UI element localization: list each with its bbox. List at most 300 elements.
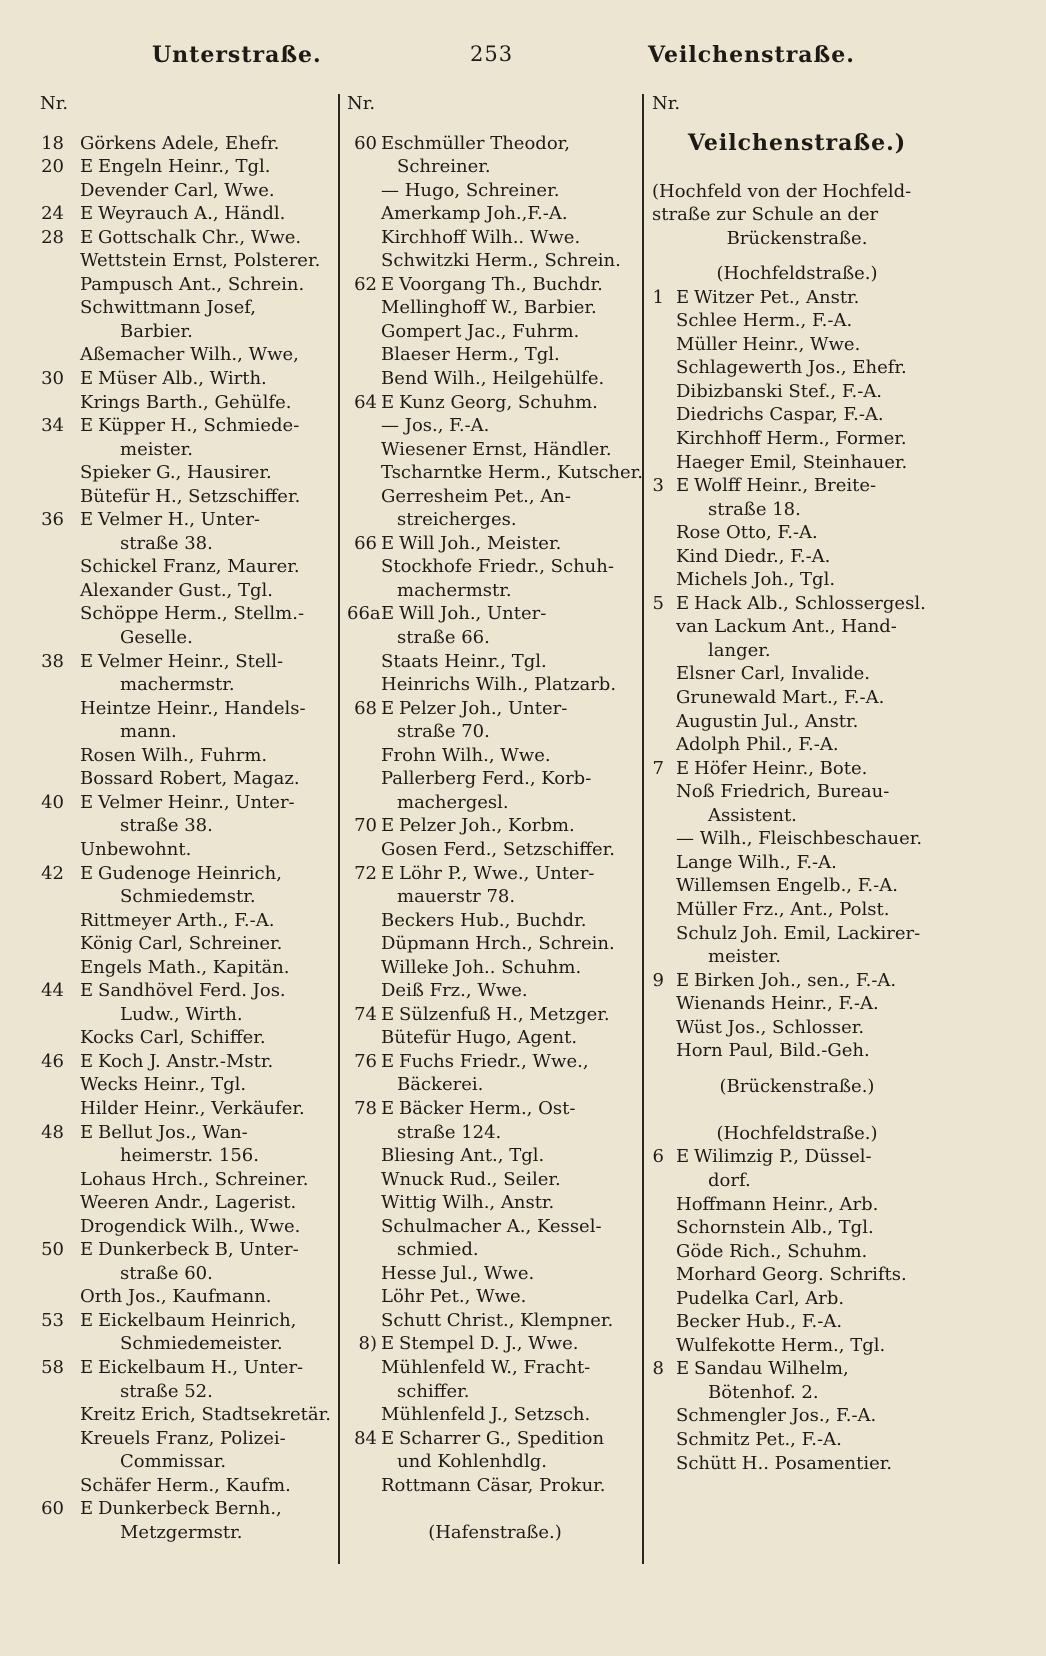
house-number: 64	[354, 391, 377, 413]
directory-entry	[40, 1403, 336, 1427]
directory-entry	[347, 1356, 643, 1380]
resident-text: Michels Joh., Tgl.	[676, 569, 836, 591]
owner-mark: E	[80, 1121, 94, 1143]
resident-text: Schlee Herm., F.-A.	[676, 310, 853, 332]
directory-entry	[40, 508, 336, 532]
directory-entry	[652, 1216, 942, 1240]
resident-text: mauerstr 78.	[397, 886, 516, 908]
directory-entry	[652, 1334, 942, 1358]
owner-mark: E	[381, 273, 395, 295]
resident-text: Hack Alb., Schlossergesl.	[694, 592, 926, 614]
directory-entry	[347, 1403, 643, 1427]
directory-entry	[40, 1427, 336, 1451]
directory-entry	[347, 391, 643, 415]
directory-entry	[347, 155, 643, 179]
column-3	[652, 92, 942, 1475]
header-right-street: Veilchenstraße.	[648, 42, 855, 68]
owner-mark: E	[80, 156, 94, 178]
directory-entry	[652, 1145, 942, 1169]
directory-entry	[40, 1521, 336, 1545]
resident-text: Schmiedemeister.	[120, 1333, 283, 1355]
owner-mark: E	[676, 1358, 690, 1380]
directory-entry	[347, 508, 643, 532]
resident-text: Löhr Pet., Wwe.	[381, 1286, 527, 1308]
resident-text: Kreitz Erich, Stadtsekretär.	[80, 1404, 331, 1426]
directory-entry	[347, 1238, 643, 1262]
owner-mark: E	[80, 415, 94, 437]
resident-text: Schickel Franz, Maurer.	[80, 556, 300, 578]
resident-text: Heinrichs Wilh., Platzarb.	[381, 674, 617, 696]
resident-text: Engeln Heinr., Tgl.	[98, 156, 271, 178]
resident-text: Tscharntke Herm., Kutscher.	[381, 462, 643, 484]
resident-text: Pampusch Ant., Schrein.	[80, 273, 305, 295]
intro-line: Brückenstraße.	[726, 227, 868, 249]
directory-entry	[652, 427, 942, 451]
owner-mark: E	[80, 862, 94, 884]
directory-entry	[40, 1144, 336, 1168]
directory-entry	[40, 485, 336, 509]
resident-text: Wulfekotte Herm., Tgl.	[676, 1334, 886, 1356]
directory-entry	[652, 1193, 942, 1217]
directory-entry	[347, 1121, 643, 1145]
column-2	[347, 92, 643, 1544]
house-number: 6	[652, 1146, 664, 1168]
directory-entry	[40, 767, 336, 791]
resident-text: Birken Joh., sen., F.-A.	[694, 969, 897, 991]
resident-text: Wiesener Ernst, Händler.	[381, 438, 612, 460]
owner-mark: E	[381, 1333, 395, 1355]
directory-entry	[347, 1427, 643, 1451]
directory-entry	[652, 545, 942, 569]
owner-mark: E	[80, 791, 94, 813]
owner-mark: E	[80, 1498, 94, 1520]
resident-text: Mühlenfeld J., Setzsch.	[381, 1404, 591, 1426]
directory-entry	[652, 851, 942, 875]
directory-entry	[40, 626, 336, 650]
resident-text: Eickelbaum H., Unter-	[98, 1356, 304, 1378]
house-number: 70	[354, 815, 377, 837]
resident-text: Sülzenfuß H., Metzger.	[399, 1003, 610, 1025]
resident-text: Löhr P., Wwe., Unter-	[399, 862, 595, 884]
directory-entry	[652, 1016, 942, 1040]
resident-text: Wüst Jos., Schlosser.	[676, 1016, 865, 1038]
resident-text: straße 70.	[397, 721, 490, 743]
resident-text: Haeger Emil, Steinhauer.	[676, 451, 908, 473]
directory-entry	[40, 391, 336, 415]
directory-entry	[40, 956, 336, 980]
directory-entry	[40, 744, 336, 768]
resident-text: straße 38.	[120, 815, 213, 837]
resident-text: Pallerberg Ferd., Korb-	[381, 768, 592, 790]
directory-entry	[40, 249, 336, 273]
directory-entry	[652, 898, 942, 922]
resident-text: Grunewald Mart., F.-A.	[676, 687, 885, 709]
directory-entry	[347, 1097, 643, 1121]
directory-entry	[40, 1168, 336, 1192]
resident-text: Bäckerei.	[397, 1074, 484, 1096]
directory-entry	[40, 1238, 336, 1262]
directory-entry	[652, 592, 942, 616]
cross-street-heading: (Hochfeldstraße.)	[716, 263, 878, 285]
house-number: 3	[652, 475, 664, 497]
directory-entry	[347, 343, 643, 367]
resident-text: Schwittmann Josef,	[80, 297, 257, 319]
house-number: 5	[652, 592, 664, 614]
directory-entry	[40, 155, 336, 179]
directory-entry	[652, 309, 942, 333]
resident-text: Lange Wilh., F.-A.	[676, 851, 837, 873]
resident-text: Horn Paul, Bild.-Geh.	[676, 1040, 870, 1062]
resident-text: straße 18.	[708, 498, 801, 520]
resident-text: Wnuck Rud., Seiler.	[381, 1168, 561, 1190]
resident-text: Rosen Wilh., Fuhrm.	[80, 744, 268, 766]
house-number: 46	[41, 1050, 64, 1072]
directory-entry	[347, 767, 643, 791]
directory-entry	[40, 862, 336, 886]
directory-entry	[652, 568, 942, 592]
directory-entry	[347, 414, 643, 438]
directory-entry	[40, 367, 336, 391]
resident-text: Gerresheim Pet., An-	[381, 485, 571, 507]
house-number: 36	[41, 509, 64, 531]
owner-mark: E	[676, 1146, 690, 1168]
directory-entry	[40, 1215, 336, 1239]
directory-entry	[652, 639, 942, 663]
owner-mark: E	[80, 1239, 94, 1261]
directory-entry	[347, 1309, 643, 1333]
resident-text: Dunkerbeck Bernh.,	[98, 1498, 282, 1520]
resident-text: straße 52.	[120, 1380, 213, 1402]
resident-text: Kunz Georg, Schuhm.	[399, 391, 598, 413]
resident-text: Schutt Christ., Klempner.	[381, 1309, 614, 1331]
resident-text: Schöppe Herm., Stellm.-	[80, 603, 305, 625]
directory-entry	[40, 1474, 336, 1498]
resident-text: Hesse Jul., Wwe.	[381, 1262, 535, 1284]
directory-entry	[652, 521, 942, 545]
directory-entry	[40, 532, 336, 556]
house-number: 78	[354, 1097, 377, 1119]
owner-mark: E	[381, 697, 395, 719]
directory-entry	[347, 909, 643, 933]
owner-mark: E	[381, 1097, 395, 1119]
resident-text: heimerstr. 156.	[120, 1145, 259, 1167]
resident-text: Wilimzig P., Düssel-	[694, 1146, 872, 1168]
directory-entry	[40, 697, 336, 721]
resident-text: Krings Barth., Gehülfe.	[80, 391, 292, 413]
house-number: 66a	[347, 603, 381, 625]
resident-text: Schreiner.	[397, 156, 491, 178]
owner-mark: E	[676, 592, 690, 614]
resident-text: Wecks Heinr., Tgl.	[80, 1074, 247, 1096]
directory-entry	[347, 862, 643, 886]
resident-text: Bend Wilh., Heilgehülfe.	[381, 368, 605, 390]
directory-entry	[40, 1356, 336, 1380]
intro-line: straße zur Schule an der	[652, 204, 879, 226]
resident-text: Kocks Carl, Schiffer.	[80, 1027, 266, 1049]
house-number: 60	[41, 1498, 64, 1520]
house-number: 72	[354, 862, 377, 884]
resident-text: Velmer H., Unter-	[98, 509, 260, 531]
resident-text: schmied.	[397, 1239, 479, 1261]
directory-entry	[347, 650, 643, 674]
directory-entry	[347, 1262, 643, 1286]
resident-text: Sandau Wilhelm,	[694, 1358, 849, 1380]
resident-text: Schmengler Jos., F.-A.	[676, 1405, 877, 1427]
directory-entry	[347, 132, 643, 156]
directory-entry	[40, 273, 336, 297]
resident-text: Willeke Joh.. Schuhm.	[381, 956, 582, 978]
directory-entry	[347, 1332, 643, 1356]
directory-entry	[40, 838, 336, 862]
house-number: 8)	[358, 1333, 377, 1355]
house-number: 30	[41, 368, 64, 390]
resident-text: Bötenhof. 2.	[708, 1381, 819, 1403]
house-number: 9	[652, 969, 664, 991]
directory-entry	[347, 1003, 643, 1027]
entry-list	[652, 1145, 942, 1475]
directory-entry	[652, 380, 942, 404]
resident-text: Bliesing Ant., Tgl.	[381, 1145, 545, 1167]
cross-street-footer: (Hafenstraße.)	[428, 1521, 562, 1543]
resident-text: Will Joh., Meister.	[399, 532, 562, 554]
owner-mark: E	[381, 1427, 395, 1449]
house-number: 48	[41, 1121, 64, 1143]
house-number: 18	[41, 132, 64, 154]
directory-entry	[652, 922, 942, 946]
resident-text: Müser Alb., Wirth.	[98, 368, 267, 390]
directory-entry	[652, 286, 942, 310]
resident-text: Müller Heinr., Wwe.	[676, 333, 861, 355]
resident-text: Orth Jos., Kaufmann.	[80, 1286, 272, 1308]
header-left-street: Unterstraße.	[152, 42, 322, 68]
resident-text: Göde Rich., Schuhm.	[676, 1240, 868, 1262]
directory-entry	[40, 1332, 336, 1356]
resident-text: Kirchhoff Herm., Former.	[676, 428, 907, 450]
house-number: 38	[41, 650, 64, 672]
directory-entry	[347, 1215, 643, 1239]
resident-text: Schulz Joh. Emil, Lackirer-	[676, 922, 921, 944]
resident-text: — Wilh., Fleischbeschauer.	[676, 828, 923, 850]
directory-entry	[652, 1404, 942, 1428]
resident-text: Wettstein Ernst, Polsterer.	[80, 250, 321, 272]
resident-text: straße 124.	[397, 1121, 502, 1143]
spacer	[652, 1063, 942, 1075]
resident-text: — Jos., F.-A.	[381, 415, 490, 437]
resident-text: meister.	[120, 438, 193, 460]
resident-text: Wienands Heinr., F.-A.	[676, 993, 879, 1015]
directory-entry	[40, 1073, 336, 1097]
owner-mark: E	[381, 603, 395, 625]
owner-mark: E	[80, 226, 94, 248]
directory-entry	[40, 343, 336, 367]
resident-text: Schmitz Pet., F.-A.	[676, 1428, 842, 1450]
entry-list	[652, 286, 942, 1063]
resident-text: Stempel D. J., Wwe.	[399, 1333, 579, 1355]
resident-text: Hilder Heinr., Verkäufer.	[80, 1097, 305, 1119]
resident-text: Wittig Wilh., Anstr.	[381, 1192, 555, 1214]
house-number: 58	[41, 1356, 64, 1378]
resident-text: Schäfer Herm., Kaufm.	[80, 1474, 291, 1496]
directory-entry	[347, 1026, 643, 1050]
resident-text: — Hugo, Schreiner.	[381, 179, 560, 201]
resident-text: Devender Carl, Wwe.	[80, 179, 275, 201]
directory-entry	[652, 945, 942, 969]
directory-entry	[347, 1144, 643, 1168]
resident-text: Engels Math., Kapitän.	[80, 956, 290, 978]
directory-entry	[347, 320, 643, 344]
house-number: 66	[354, 532, 377, 554]
spacer	[652, 1098, 942, 1122]
directory-entry	[652, 1169, 942, 1193]
directory-entry	[40, 650, 336, 674]
directory-entry	[347, 179, 643, 203]
resident-text: Müller Frz., Ant., Polst.	[676, 898, 890, 920]
resident-text: Velmer Heinr., Unter-	[98, 791, 295, 813]
resident-text: Schütt H.. Posamentier.	[676, 1452, 893, 1474]
directory-entry	[347, 673, 643, 697]
directory-entry	[652, 1452, 942, 1476]
directory-entry	[40, 885, 336, 909]
directory-entry	[40, 932, 336, 956]
spacer	[652, 250, 942, 262]
directory-entry	[347, 1168, 643, 1192]
resident-text: mann.	[120, 721, 177, 743]
directory-entry	[347, 579, 643, 603]
directory-entry	[652, 969, 942, 993]
column-1	[40, 92, 336, 1544]
resident-text: Staats Heinr., Tgl.	[381, 650, 547, 672]
house-number: 34	[41, 415, 64, 437]
directory-entry	[347, 979, 643, 1003]
directory-entry	[347, 1050, 643, 1074]
directory-entry	[652, 1263, 942, 1287]
directory-entry	[652, 403, 942, 427]
directory-entry	[652, 827, 942, 851]
resident-text: Eschmüller Theodor,	[381, 132, 570, 154]
directory-entry	[347, 1073, 643, 1097]
resident-text: Kirchhoff Wilh.. Wwe.	[381, 226, 581, 248]
owner-mark: E	[676, 475, 690, 497]
directory-entry	[652, 780, 942, 804]
resident-text: Bäcker Herm., Ost-	[399, 1097, 576, 1119]
directory-entry	[347, 438, 643, 462]
owner-mark: E	[381, 391, 395, 413]
directory-entry	[347, 1191, 643, 1215]
house-number: 7	[652, 757, 664, 779]
directory-entry	[40, 909, 336, 933]
directory-entry	[347, 226, 643, 250]
directory-entry	[347, 555, 643, 579]
directory-entry	[347, 202, 643, 226]
directory-entry	[40, 1121, 336, 1145]
resident-text: Bütefür Hugo, Agent.	[381, 1027, 578, 1049]
directory-entry	[347, 791, 643, 815]
resident-text: machermstr.	[120, 674, 235, 696]
resident-text: Schwitzki Herm., Schrein.	[381, 250, 621, 272]
resident-text: Spieker G., Hausirer.	[80, 462, 272, 484]
resident-text: Gosen Ferd., Setzschiffer.	[381, 838, 616, 860]
directory-entry	[40, 1380, 336, 1404]
directory-entry	[652, 451, 942, 475]
directory-entry	[652, 1428, 942, 1452]
directory-entry	[40, 814, 336, 838]
owner-mark: E	[80, 1356, 94, 1378]
house-number: 50	[41, 1239, 64, 1261]
resident-text: Morhard Georg. Schrifts.	[676, 1264, 907, 1286]
directory-entry	[652, 1039, 942, 1063]
resident-text: Barbier.	[120, 320, 193, 342]
resident-text: König Carl, Schreiner.	[80, 933, 283, 955]
resident-text: Schmiedemstr.	[120, 886, 256, 908]
directory-entry	[40, 1285, 336, 1309]
resident-text: Gudenoge Heinrich,	[98, 862, 282, 884]
house-number: 62	[354, 273, 377, 295]
resident-text: Hoffmann Heinr., Arb.	[676, 1193, 879, 1215]
house-number: 40	[41, 791, 64, 813]
directory-entry	[347, 720, 643, 744]
house-number: 84	[354, 1427, 377, 1449]
directory-entry	[40, 202, 336, 226]
owner-mark: E	[381, 862, 395, 884]
house-number: 8	[652, 1358, 664, 1380]
resident-text: straße 38.	[120, 532, 213, 554]
directory-entry	[40, 1262, 336, 1286]
resident-text: Sandhövel Ferd. Jos.	[98, 980, 286, 1002]
column-divider-1	[338, 94, 340, 1564]
directory-entry	[652, 1240, 942, 1264]
street-title: Veilchenstraße.)	[687, 129, 907, 156]
directory-entry	[347, 838, 643, 862]
resident-text: Mellinghoff W., Barbier.	[381, 297, 597, 319]
directory-entry	[40, 579, 336, 603]
resident-text: Rottmann Cäsar, Prokur.	[381, 1474, 606, 1496]
directory-entry	[652, 710, 942, 734]
resident-text: Bütefür H., Setzschiffer.	[80, 485, 301, 507]
resident-text: straße 66.	[397, 627, 490, 649]
house-number: 20	[41, 156, 64, 178]
nr-heading: Nr.	[40, 93, 69, 114]
directory-entry	[40, 461, 336, 485]
resident-text: Höfer Heinr., Bote.	[694, 757, 868, 779]
resident-text: Gottschalk Chr., Wwe.	[98, 226, 302, 248]
resident-text: Fuchs Friedr., Wwe.,	[399, 1050, 589, 1072]
resident-text: Kreuels Franz, Polizei-	[80, 1427, 286, 1449]
owner-mark: E	[80, 1309, 94, 1331]
directory-entry	[40, 602, 336, 626]
directory-entry	[40, 1497, 336, 1521]
directory-entry	[347, 814, 643, 838]
owner-mark: E	[381, 1050, 395, 1072]
resident-text: Kind Diedr., F.-A.	[676, 545, 831, 567]
resident-text: Gompert Jac., Fuhrm.	[381, 320, 580, 342]
house-number: 44	[41, 980, 64, 1002]
directory-entry	[40, 1309, 336, 1333]
resident-text: Eickelbaum Heinrich,	[98, 1309, 297, 1331]
directory-entry	[40, 555, 336, 579]
spacer	[347, 1497, 643, 1521]
resident-text: Beckers Hub., Buchdr.	[381, 909, 587, 931]
house-number: 60	[354, 132, 377, 154]
resident-text: Diedrichs Caspar, F.-A.	[676, 404, 884, 426]
owner-mark: E	[676, 757, 690, 779]
nr-heading: Nr.	[652, 93, 681, 114]
resident-text: langer.	[708, 639, 771, 661]
directory-entry	[652, 498, 942, 522]
directory-entry	[347, 626, 643, 650]
resident-text: Wolff Heinr., Breite-	[694, 475, 877, 497]
resident-text: Velmer Heinr., Stell-	[98, 650, 284, 672]
directory-entry	[40, 320, 336, 344]
